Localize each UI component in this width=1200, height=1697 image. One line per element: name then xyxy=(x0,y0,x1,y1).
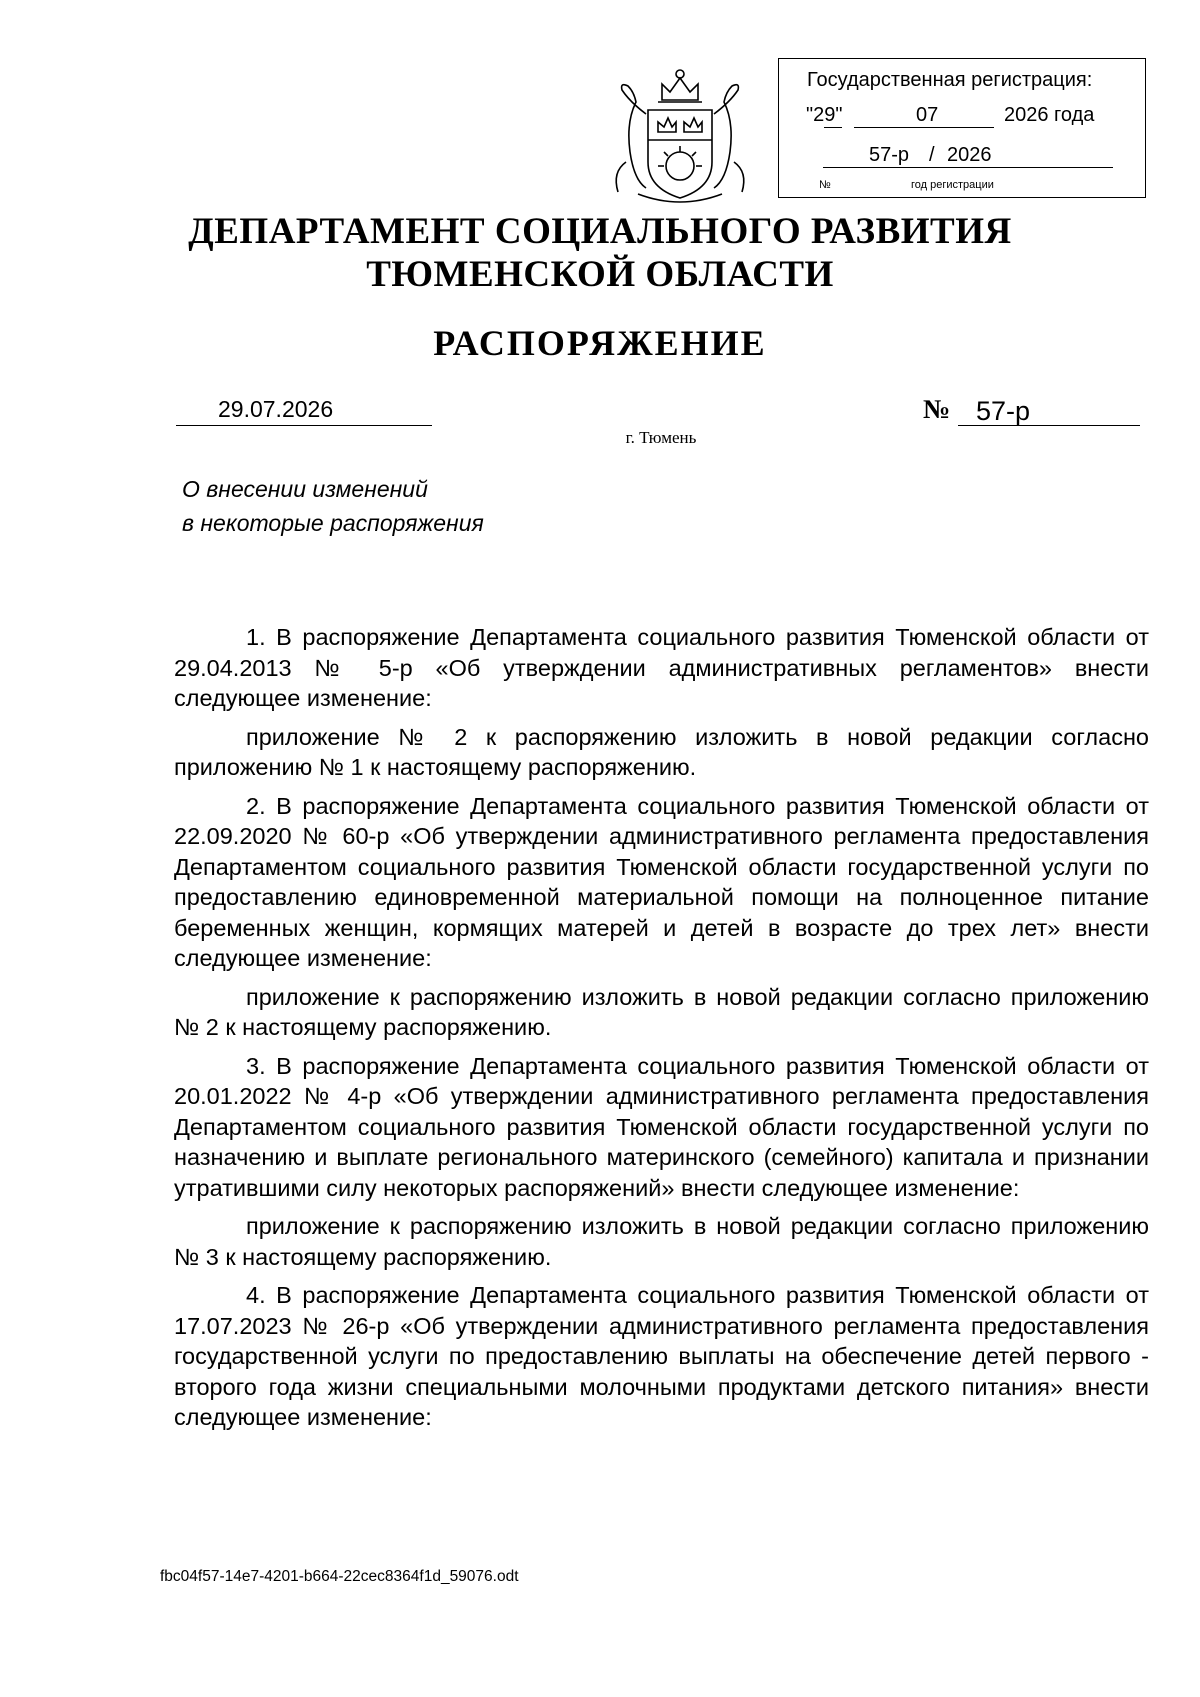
document-city: г. Тюмень xyxy=(625,428,697,447)
registration-day: "29" xyxy=(806,104,843,126)
document-number: 57-р xyxy=(958,396,1140,426)
registration-title: Государственная регистрация: xyxy=(807,69,1093,91)
body-paragraph: приложение № 2 к распоряжению изложить в новой редакции согласно приложению № 1 к настоящему распоряжению. xyxy=(174,723,1149,780)
coat-of-arms-emblem xyxy=(600,62,760,210)
body-paragraph: приложение к распоряжению изложить в новой редакции согласно приложению № 2 к настоящему распоряжению. xyxy=(174,983,1149,1040)
document-date: 29.07.2026 xyxy=(176,396,432,426)
registration-month-underline xyxy=(854,127,994,128)
body-paragraph: приложение к распоряжению изложить в новой редакции согласно приложению № 3 к настоящему распоряжению. xyxy=(174,1213,1149,1270)
registration-year: 2026 года xyxy=(1004,104,1095,126)
registration-year-caption: год регистрации xyxy=(911,179,994,191)
footer-filename: fbc04f57-14e7-4201-b664-22cec8364f1d_59076.odt xyxy=(160,1568,519,1585)
registration-day-underline xyxy=(824,127,842,128)
registration-separator: / xyxy=(929,144,935,166)
subject-line-2: в некоторые распоряжения xyxy=(182,510,484,536)
registration-number: 57-р xyxy=(869,144,910,166)
registration-number-caption: № xyxy=(819,179,831,191)
body-paragraph: 2. В распоряжение Департамента социального развития Тюменской области от 22.09.2020 № 60-р «Об утверждении административного регламента предоставления Департаментом социального развития Тюменской области государственной услуги по предоставлению единовременной материальной помощи на полноценное питание беременных женщин, кормящих матерей и детей в возрасте до трех лет» внести следующее изменение: xyxy=(174,792,1149,971)
department-name-line1: ДЕПАРТАМЕНТ СОЦИАЛЬНОГО РАЗВИТИЯ xyxy=(188,211,1012,252)
document-number-label: № xyxy=(923,394,951,424)
body-paragraph: 1. В распоряжение Департамента социального развития Тюменской области от 29.04.2013 № 5-р «Об утверждении административных регламентов» внести следующее изменение: xyxy=(174,624,1149,711)
registration-stamp xyxy=(778,58,1146,198)
body-paragraph: 4. В распоряжение Департамента социального развития Тюменской области от 17.07.2023 № 26-р «Об утверждении административного регламента предоставления государственной услуги по предоставлению выплаты на обеспечение детей первого - второго года жизни специальными молочными продуктами детского питания» внести следующее изменение: xyxy=(174,1282,1149,1430)
document-body xyxy=(174,622,1149,1441)
registration-month: 07 xyxy=(916,104,939,126)
subject-line-1: О внесении изменений xyxy=(182,476,428,502)
registration-number-underline xyxy=(823,167,1113,168)
document-subject xyxy=(182,472,484,540)
document-type-title: РАСПОРЯЖЕНИЕ xyxy=(433,323,767,363)
registration-reg-year: 2026 xyxy=(947,144,992,166)
body-paragraph: 3. В распоряжение Департамента социального развития Тюменской области от 20.01.2022 № 4-р «Об утверждении административного регламента предоставления Департаментом социального развития Тюменской области государственной услуги по назначению и выплате регионального материнского (семейного) капитала и признании утратившими силу некоторых распоряжений» внести следующее изменение: xyxy=(174,1052,1149,1201)
department-name-line2: ТЮМЕНСКОЙ ОБЛАСТИ xyxy=(366,254,834,295)
